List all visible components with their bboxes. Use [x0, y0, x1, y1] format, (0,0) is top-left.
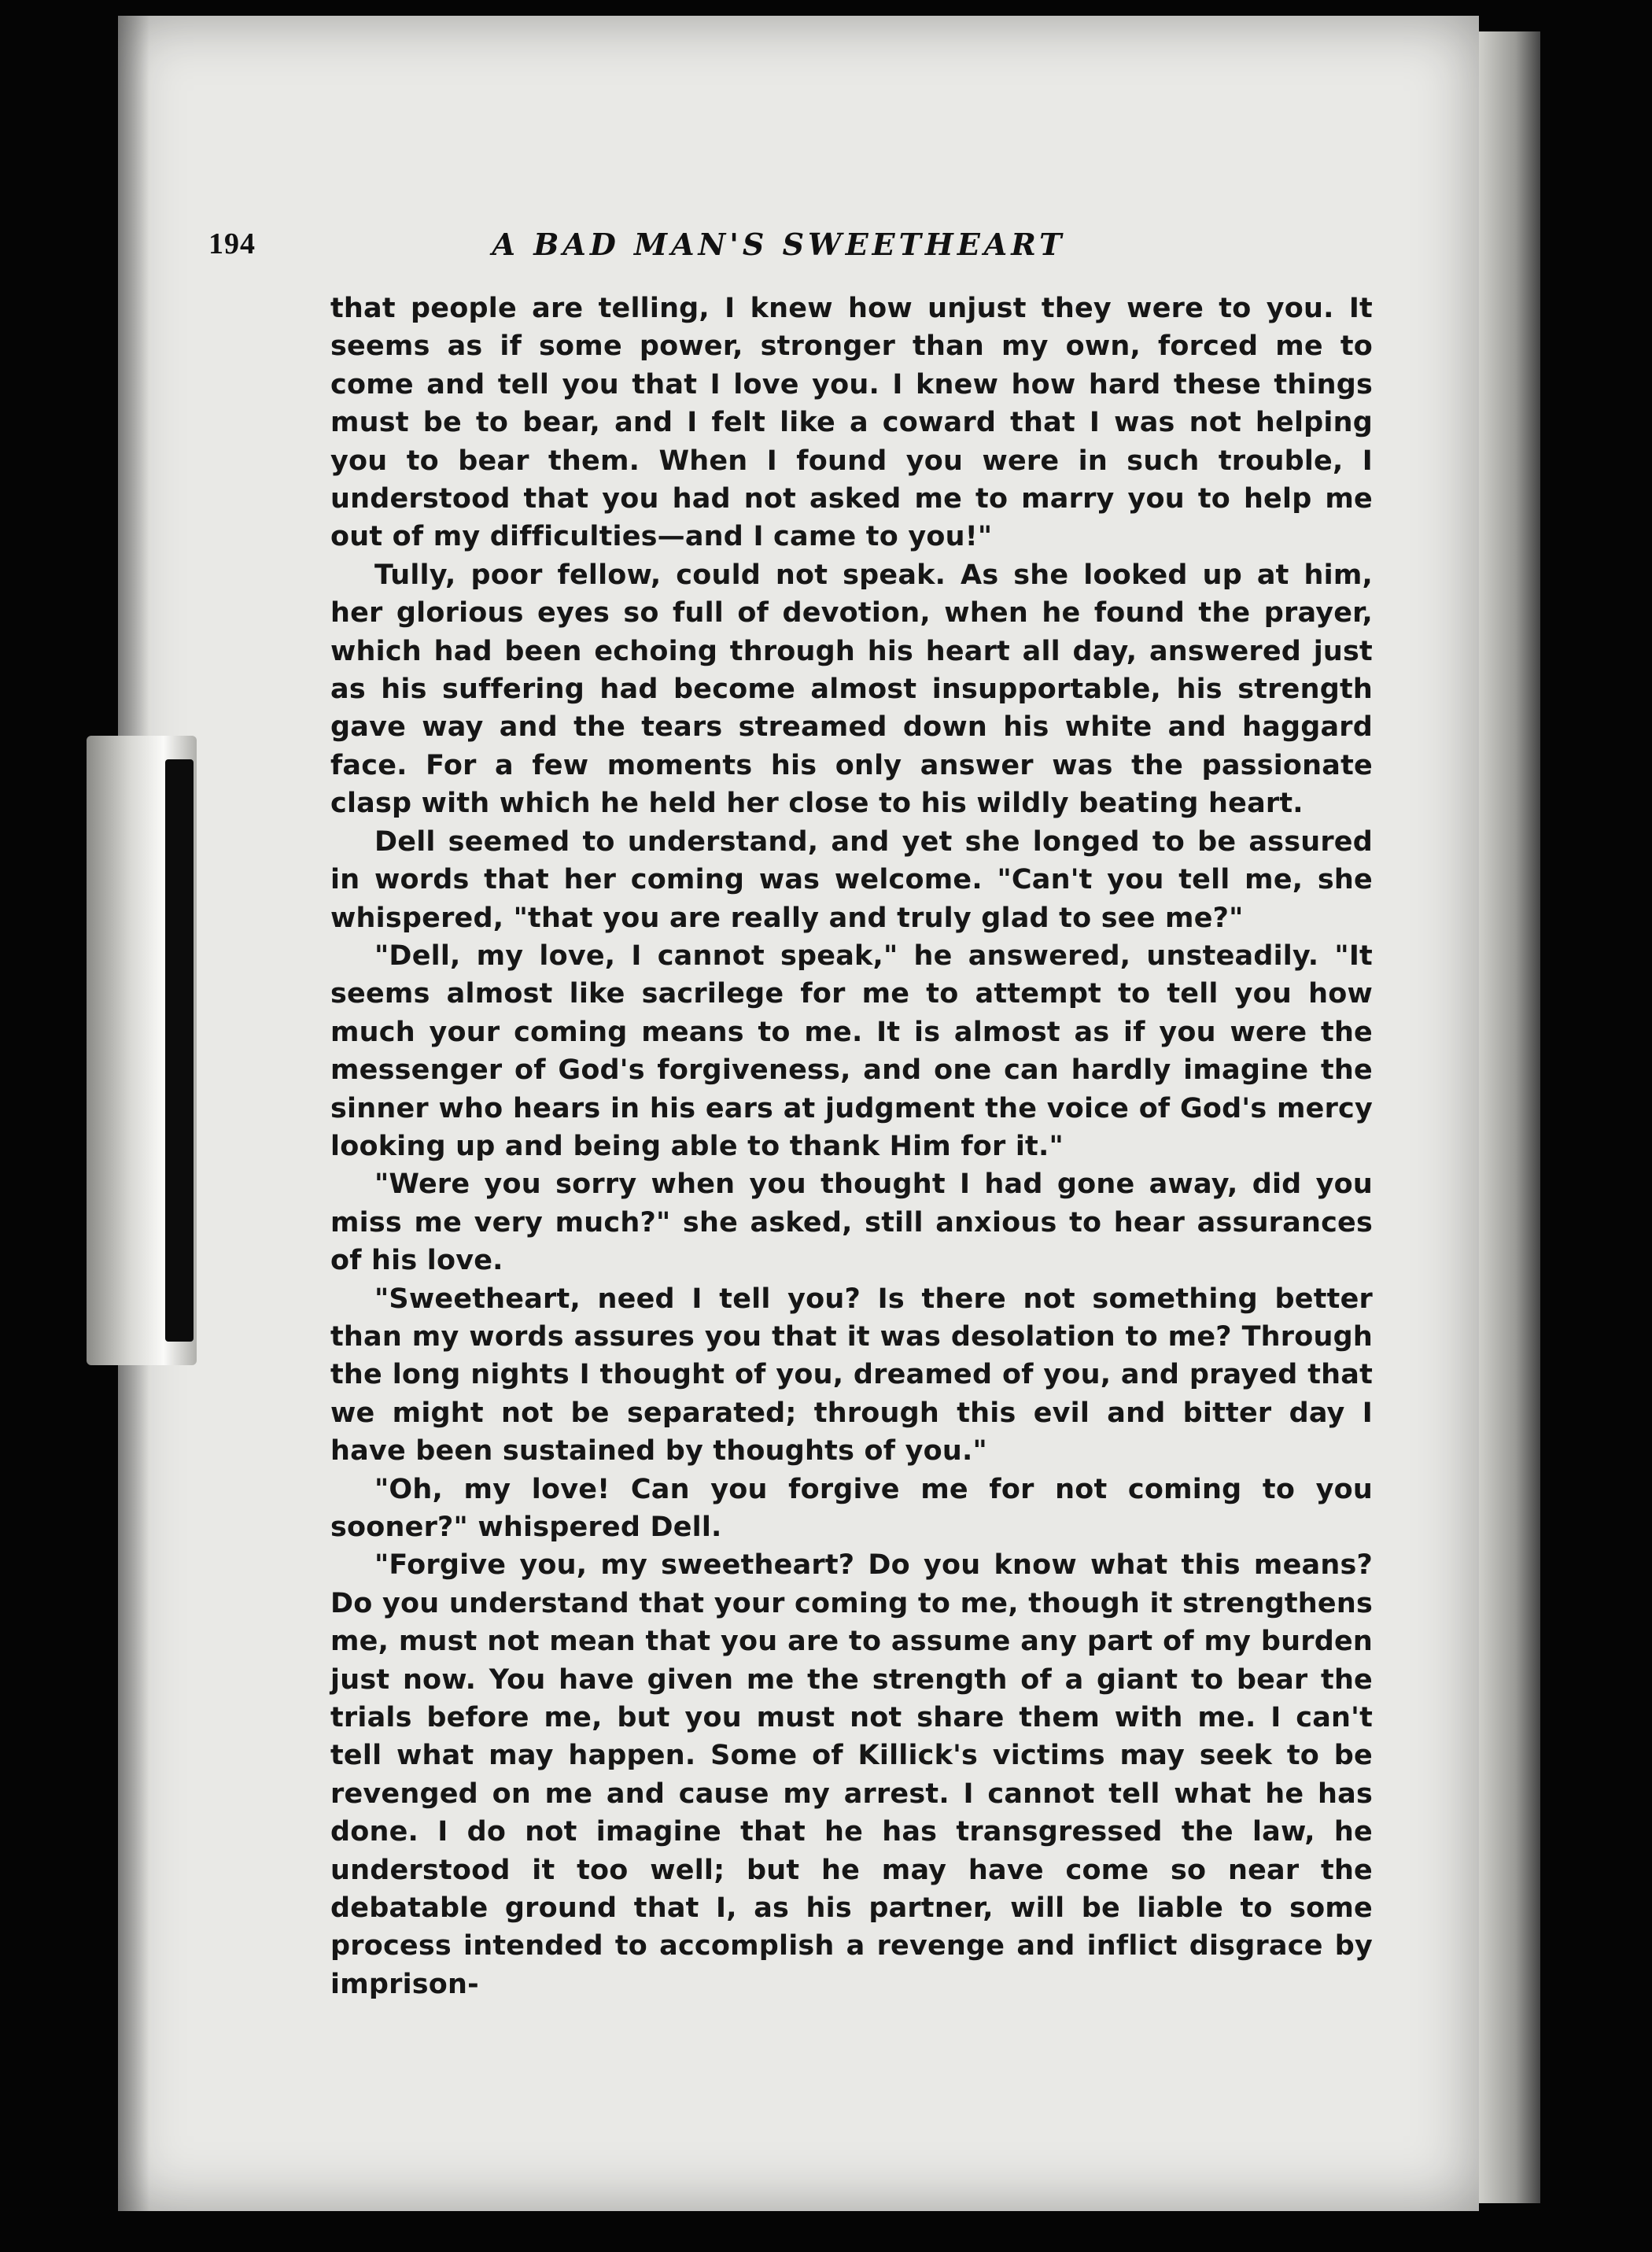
- page-holder-clip: [87, 736, 197, 1365]
- paragraph-6: "Sweetheart, need I tell you? Is there not something better than my words assures you that it was desolation to me? Through the long nights I thought of you, dreamed of you, and prayed that we might not be separated; through this evil and bitter day I have been sustained by thoughts of you.": [330, 1283, 1373, 1467]
- paragraph-1: that people are telling, I knew how unjust they were to you. It seems as if some power, stronger than my own, forced me to come and tell you that I love you. I knew how hard these things must be to bear, and I felt like a coward that I was not helping you to bear them. When I found you were in such trouble, I understood that you had not asked me to marry you to help me out of my difficulties—and I came to you!": [330, 293, 1373, 553]
- page-number: 194: [208, 227, 256, 260]
- paragraph-3: Dell seemed to understand, and yet she longed to be assured in words that her coming was welcome. "Can't you tell me, she whispered, "that you are really and truly glad to see me?": [330, 825, 1373, 934]
- paragraph-2: Tully, poor fellow, could not speak. As she looked up at him, her glorious eyes so full of devotion, when he found the prayer, which had been echoing through his heart all day, answered just as his suffering had become almost insupportable, his strength gave way and the tears streamed down his white and haggard face. For a few moments his only answer was the passionate clasp with which he held her close to his wildly beating heart.: [330, 559, 1373, 820]
- paragraph-5: "Were you sorry when you thought I had gone away, did you miss me very much?" she asked, still anxious to hear assurances of his love.: [330, 1168, 1373, 1277]
- paragraph-7: "Oh, my love! Can you forgive me for not coming to you sooner?" whispered Dell.: [330, 1473, 1373, 1543]
- paragraph-8: "Forgive you, my sweetheart? Do you know what this means? Do you understand that your coming to me, though it strengthens me, must not mean that you are to assume any part of my burden just now. You have given me the strength of a giant to bear the trials before me, but you must not share them with me. I can't tell what may happen. Some of Killick's victims may seek to be revenged on me and cause my arrest. I cannot tell what he has done. I do not imagine that he has transgressed the law, he understood it too well; but he may have come so near the debatable ground that I, as his partner, will be liable to some process intended to accomplish a revenge and inflict disgrace by imprison-: [330, 1549, 1373, 2000]
- facing-page-edge: [1479, 31, 1540, 2203]
- paragraph-4: "Dell, my love, I cannot speak," he answered, unsteadily. "It seems almost like sacrilege for me to attempt to tell you how much your coming means to me. It is almost as if you were the messenger of God's forgiveness, and one can hardly imagine the sinner who hears in his ears at judgment the voice of God's mercy looking up and being able to thank Him for it.": [330, 940, 1373, 1162]
- body-text: [330, 290, 1373, 2003]
- running-head: A BAD MAN'S SWEETHEART: [492, 227, 1066, 262]
